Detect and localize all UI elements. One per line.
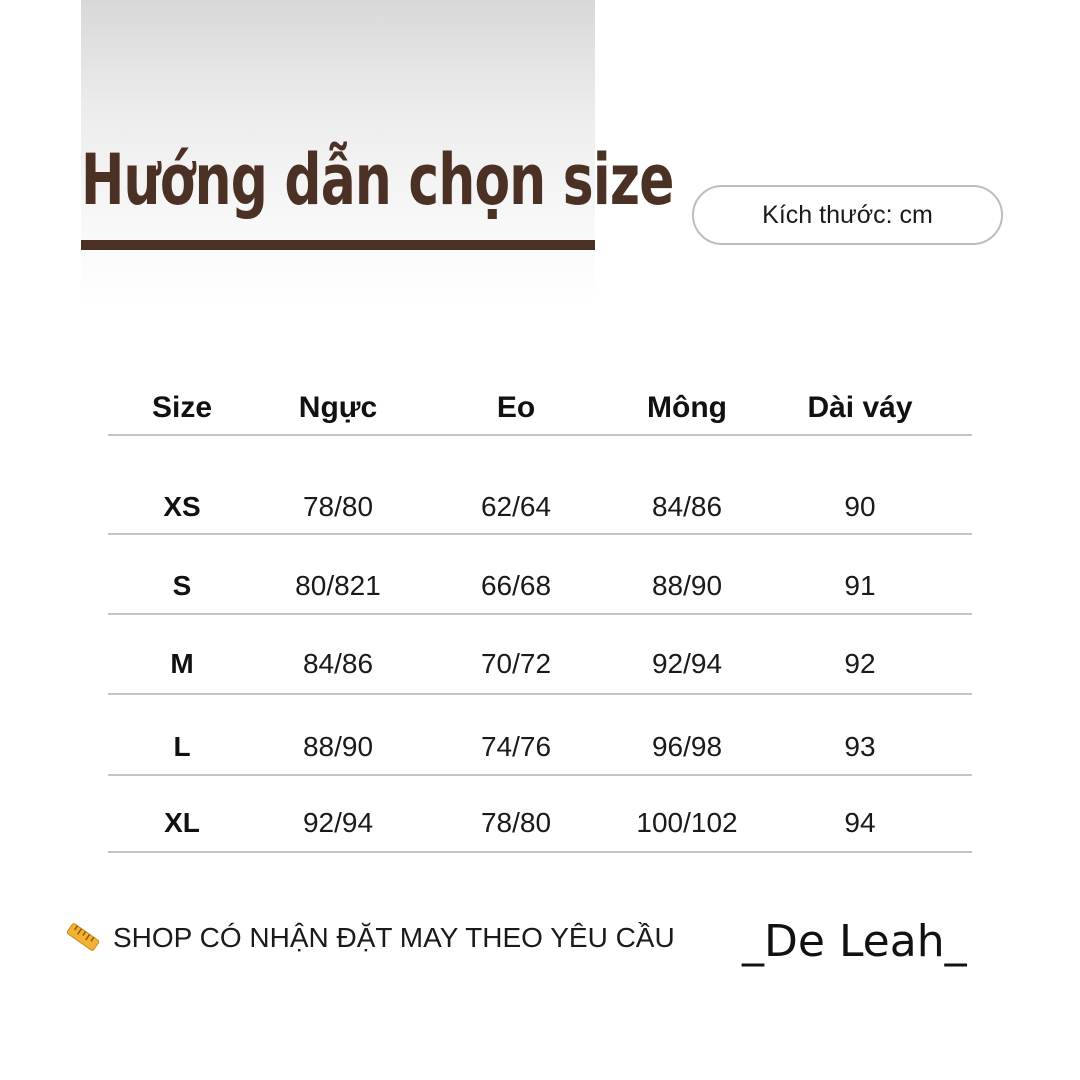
column-header-length: Dài váy [807,391,913,424]
title-banner [81,0,674,305]
row-divider [108,613,972,615]
size-label: S [172,570,192,601]
cell-chest: 92/94 [302,807,374,838]
cell-chest: 88/90 [302,731,374,762]
cell-hip: 92/94 [651,648,723,679]
custom-order-note: SHOP CÓ NHẬN ĐẶT MAY THEO YÊU CẦU [113,922,675,953]
ruler-icon [66,922,100,952]
brand-name: _De Leah_ [742,916,967,967]
cell-waist: 66/68 [480,570,552,601]
cell-chest: 78/80 [302,491,374,522]
page-title: Hướng dẫn chọn size [81,139,674,221]
row-divider [108,693,972,695]
size-label: XL [164,807,200,838]
cell-hip: 88/90 [651,570,723,601]
header-divider [108,434,972,436]
title-underline [81,240,595,250]
cell-waist: 62/64 [480,491,552,522]
row-divider [108,851,972,853]
column-header-chest: Ngực [298,391,378,424]
size-label: XS [163,491,201,522]
cell-waist: 70/72 [480,648,552,679]
column-header-waist: Eo [496,391,536,424]
cell-length: 94 [844,807,876,838]
size-label: M [170,648,194,679]
cell-length: 90 [844,491,876,522]
cell-length: 92 [844,648,876,679]
column-header-hip: Mông [647,391,727,424]
cell-chest: 80/821 [295,570,381,601]
unit-label: Kích thước: cm [692,185,1003,245]
size-label: L [173,731,191,762]
cell-waist: 78/80 [480,807,552,838]
cell-chest: 84/86 [302,648,374,679]
cell-length: 93 [844,731,876,762]
cell-length: 91 [844,570,876,601]
row-divider [108,533,972,535]
row-divider [108,774,972,776]
column-header-size: Size [151,391,213,424]
cell-hip: 84/86 [651,491,723,522]
cell-waist: 74/76 [480,731,552,762]
cell-hip: 100/102 [636,807,738,838]
cell-hip: 96/98 [651,731,723,762]
